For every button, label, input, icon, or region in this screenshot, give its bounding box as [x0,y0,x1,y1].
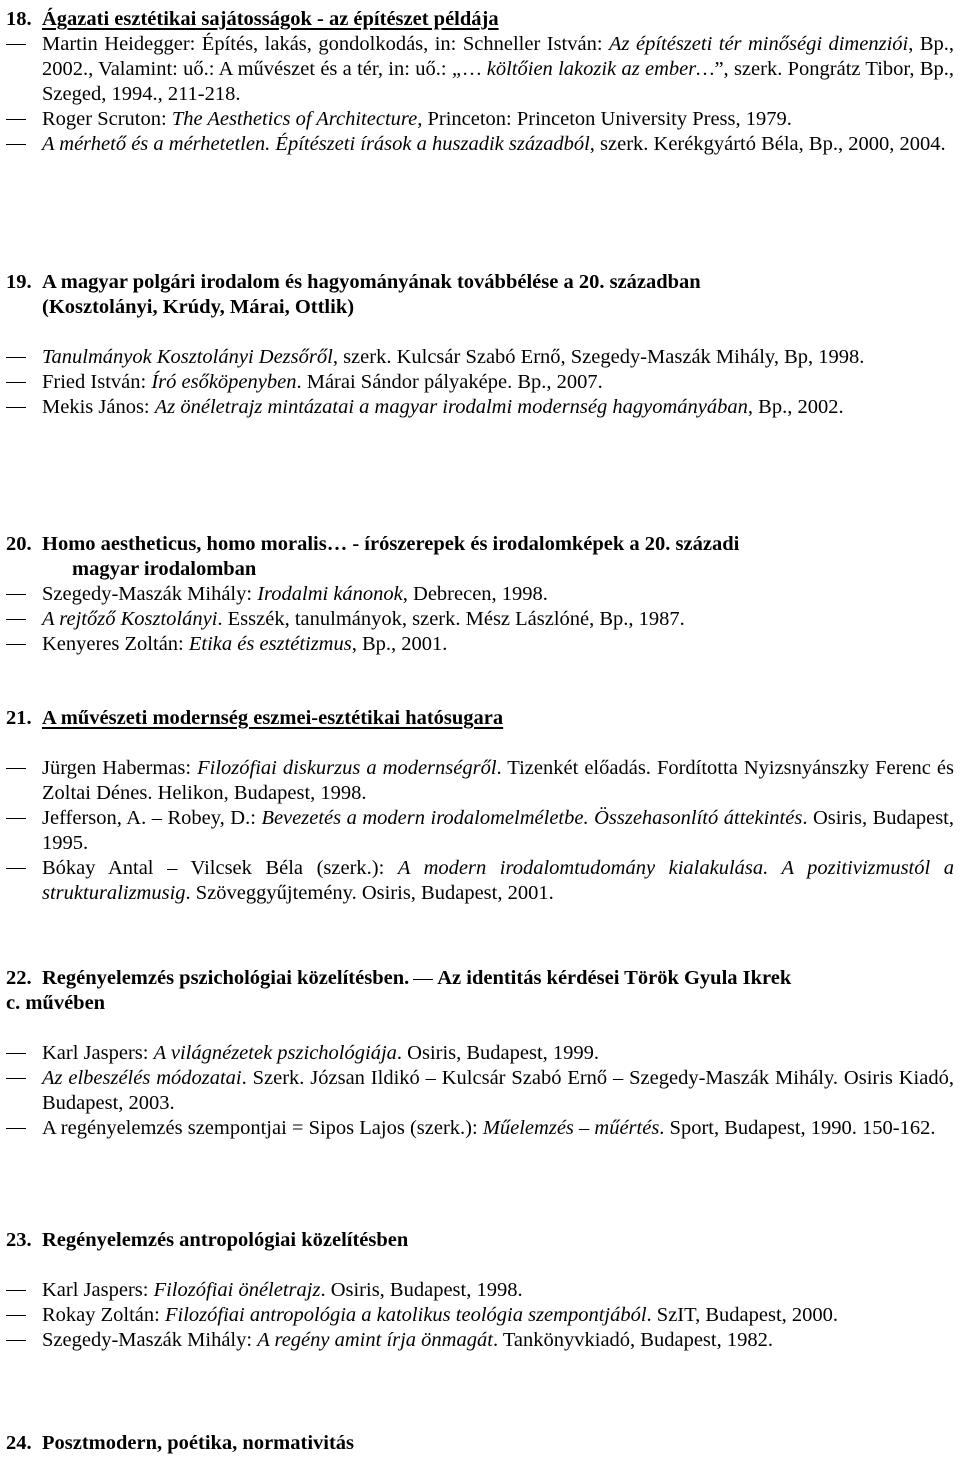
entry-text: Martin Heidegger: Építés, lakás, gondolkodás, in: Schneller István: [42,33,610,55]
section-23 [0,1228,960,1353]
section-heading [0,532,960,557]
entry-text: Rokay Zoltán: [42,1304,165,1326]
entry-text: . Osiris, Budapest, 1998. [320,1279,523,1301]
entry-text: Fried István: [42,371,152,393]
dash-bullet [6,1053,26,1054]
dash-bullet [6,144,26,145]
entry-title-text: Irodalmi kánonok [257,583,403,605]
section-heading [0,270,960,295]
section-heading [0,1431,960,1456]
entry-text: A regényelemzés szempontjai = Sipos Lajos (szerk.): [42,1117,483,1139]
dash-bullet [6,868,26,869]
dash-separator [413,979,433,981]
section-number: 22. [6,967,32,989]
section-title: A magyar polgári irodalom és hagyományának továbbélése a 20. században [42,271,701,293]
bibliography-entry [0,32,960,107]
section-heading [0,1228,960,1253]
bibliography-entry [0,370,960,395]
section-number: 23. [6,1229,32,1251]
section-number: 19. [6,271,32,293]
dash-bullet [6,594,26,595]
bibliography-entry [0,632,960,657]
section-subtitle: (Kosztolányi, Krúdy, Márai, Ottlik) [42,296,355,318]
dash-bullet [6,1315,26,1316]
dash-bullet [6,768,26,769]
section-title-part-b: Az identitás kérdései Török Gyula Ikrek [437,967,792,989]
section-heading [0,966,960,991]
dash-bullet [6,818,26,819]
entry-text: Karl Jaspers: [42,1042,154,1064]
entry-text: . SzIT, Budapest, 2000. [646,1304,839,1326]
bibliography-entry [0,582,960,607]
entry-title-text: A modern irodalomtudomány kialakulása. A pozitivizmustól a strukturalizmusig [42,857,954,904]
dash-bullet [6,1290,26,1291]
entry-text: . Márai Sándor pályaképe. Bp., 2007. [296,371,603,393]
bibliography-entry [0,1278,960,1303]
entry-text: Kenyeres Zoltán: [42,633,189,655]
dash-bullet [6,1078,26,1079]
section-title-continued: magyar irodalomban [72,558,257,580]
entry-text: . Szerk. Józsan Ildikó – Kulcsár Szabó Ernő – Szegedy-Maszák Mihály. Osiris Kiadó, Budapest, 2003. [42,1067,954,1114]
section-title: A művészeti modernség eszmei-esztétikai hatósugara [42,707,504,729]
bibliography-entry [0,607,960,632]
section-heading [0,7,960,32]
bibliography-entry [0,1328,960,1353]
entry-title-text: Filozófiai antropológia a katolikus teológia szempontjából [164,1304,647,1326]
dash-bullet [6,382,26,383]
section-24 [0,1431,960,1456]
section-19 [0,270,960,420]
entry-text: , szerk. Kulcsár Szabó Ernő, Szegedy-Maszák Mihály, Bp, 1998. [332,346,865,368]
dash-bullet [6,119,26,120]
entry-title-text: The Aesthetics of Architecture [171,108,418,130]
entry-text: Szegedy-Maszák Mihály: [42,583,258,605]
entry-text: , szerk. Kerékgyártó Béla, Bp., 2000, 2004. [589,133,946,155]
bibliography-entry [0,345,960,370]
entry-text: , Princeton: Princeton University Press, 1979. [417,108,792,130]
entry-text: . Sport, Budapest, 1990. 150-162. [659,1117,936,1139]
section-22 [0,966,960,1141]
bibliography-entry [0,1066,960,1116]
bibliography-entry [0,1116,960,1141]
entry-text: . Osiris, Budapest, 1999. [396,1042,600,1064]
bibliography-entry [0,806,960,856]
section-title-part-a: Regényelemzés pszichológiai közelítésben. [42,967,410,989]
entry-text: Roger Scruton: [42,108,172,130]
entry-text: . Szöveggyűjtemény. Osiris, Budapest, 2001. [185,882,554,904]
section-title: Regényelemzés antropológiai közelítésben [42,1229,409,1251]
entry-title-text: Az elbeszélés módozatai [42,1067,242,1089]
section-number: 21. [6,707,32,729]
entry-title-text: A rejtőző Kosztolányi [42,608,218,630]
entry-text: , Bp., 2002., Valamint: uő.: A művészet és a tér, in: uő.: [42,33,954,80]
section-title: Ágazati esztétikai sajátosságok - az építészet példája [42,8,499,30]
entry-text: . Esszék, tanulmányok, szerk. Mész Lászlóné, Bp., 1987. [217,608,685,630]
entry-title-text: Műelemzés – műértés [482,1117,660,1139]
bibliography-entry [0,107,960,132]
entry-title-text: „… költőien lakozik az ember… [451,58,715,80]
bibliography-entry [0,1303,960,1328]
section-heading [0,706,960,731]
bibliography-entry [0,395,960,420]
entry-text: Szegedy-Maszák Mihály: [42,1329,258,1351]
entry-text: . Osiris, Budapest, 1995. [42,807,954,854]
dash-bullet [6,1340,26,1341]
section-number: 18. [6,8,32,30]
section-number: 20. [6,533,32,555]
section-18 [0,7,960,157]
entry-text: Bókay Antal – Vilcsek Béla (szerk.): [42,857,398,879]
entry-title-text: Az építészeti tér minőségi dimenziói [609,33,909,55]
entry-text: Jürgen Habermas: [42,757,198,779]
entry-title-text: A világnézetek pszichológiája [153,1042,397,1064]
entry-text: Mekis János: [42,396,155,418]
entry-title-text: A mérhető és a mérhetetlen. Építészeti írások a huszadik századból [42,133,590,155]
section-title: Posztmodern, poétika, normativitás [42,1432,355,1454]
entry-title-text: Tanulmányok Kosztolányi Dezsőről [42,346,333,368]
entry-title-text: Bevezetés a modern irodalomelméletbe. Összehasonlító áttekintés [261,807,803,829]
entry-title-text: Etika és esztétizmus [188,633,352,655]
entry-title-text: Filozófiai önéletrajz [153,1279,321,1301]
entry-text: , Bp., 2001. [351,633,448,655]
bibliography-entry [0,1041,960,1066]
bibliography-entry [0,132,960,157]
dash-bullet [6,644,26,645]
section-21 [0,706,960,906]
section-20 [0,532,960,657]
section-title: Homo aestheticus, homo moralis… - írószerepek és irodalomképek a 20. századi [42,533,740,555]
entry-title-text: Az önéletrajz mintázatai a magyar irodalmi modernség hagyományában [154,396,748,418]
section-title-continued: c. művében [6,992,106,1014]
dash-bullet [6,619,26,620]
bibliography-entry [0,856,960,906]
entry-text: . Tizenkét előadás. Fordította Nyizsnyánszky Ferenc és Zoltai Dénes. Helikon, Budapest, 1998. [42,757,954,804]
dash-bullet [6,1128,26,1129]
entry-text: ”, szerk. Pongrátz Tibor, Bp., Szeged, 1994., 211-218. [42,58,955,105]
dash-bullet [6,407,26,408]
entry-text: . Tankönyvkiadó, Budapest, 1982. [492,1329,773,1351]
entry-title-text: Író esőköpenyben [151,371,297,393]
entry-title-text: Filozófiai diskurzus a modernségről [197,757,497,779]
entry-text: , Bp., 2002. [747,396,844,418]
entry-text: Karl Jaspers: [42,1279,154,1301]
bibliography-entry [0,756,960,806]
dash-bullet [6,357,26,358]
entry-text: , Debrecen, 1998. [402,583,548,605]
section-number: 24. [6,1432,32,1454]
entry-text: Jefferson, A. – Robey, D.: [42,807,262,829]
dash-bullet [6,44,26,45]
entry-title-text: A regény amint írja önmagát [257,1329,493,1351]
